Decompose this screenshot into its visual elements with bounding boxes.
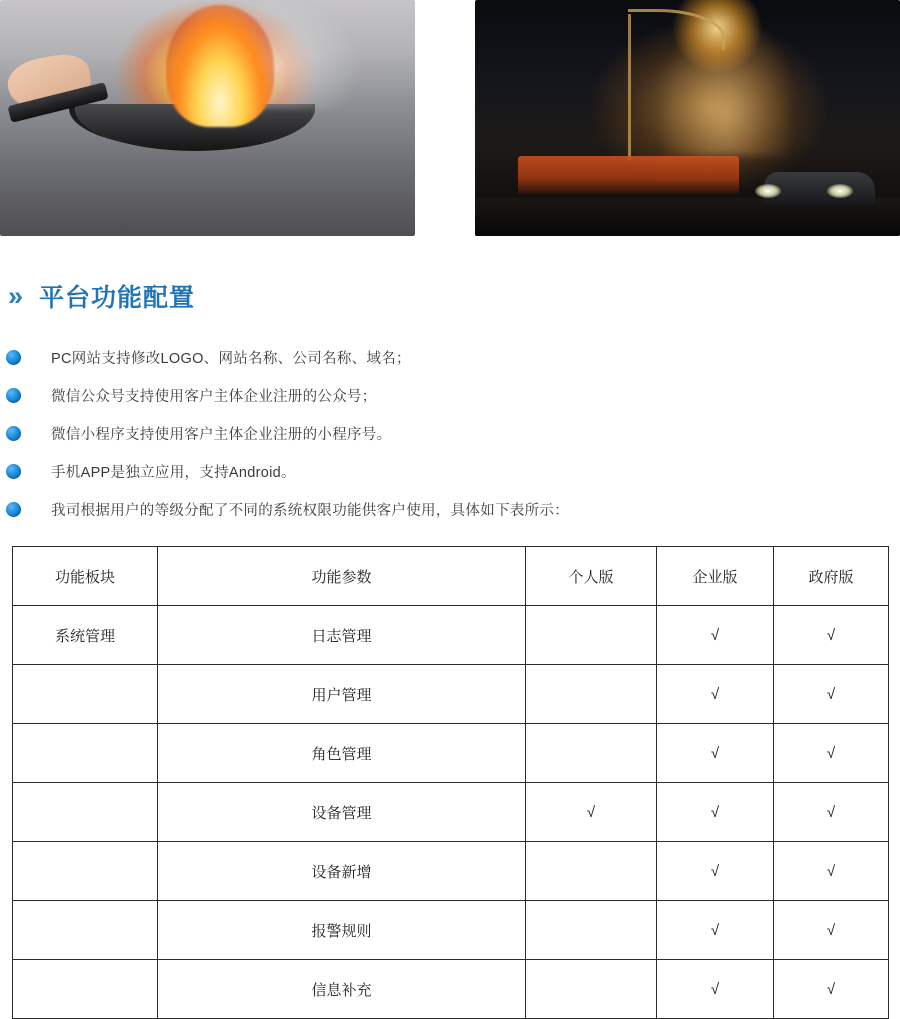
cell-government: √ xyxy=(774,724,889,783)
cell-personal xyxy=(526,842,657,901)
cell-module xyxy=(13,842,158,901)
cell-parameter: 报警规则 xyxy=(158,901,526,960)
cell-parameter: 角色管理 xyxy=(158,724,526,783)
bullet-dot-icon xyxy=(6,388,21,403)
cell-government: √ xyxy=(774,960,889,1019)
cell-module xyxy=(13,783,158,842)
cell-enterprise: √ xyxy=(657,724,774,783)
cell-personal xyxy=(526,901,657,960)
cell-government: √ xyxy=(774,665,889,724)
column-header-parameter: 功能参数 xyxy=(158,547,526,606)
cell-parameter: 设备管理 xyxy=(158,783,526,842)
wok-flame-photo xyxy=(0,0,415,236)
bullet-dot-icon xyxy=(6,350,21,365)
food-stalls-shape xyxy=(518,156,739,194)
cell-parameter: 设备新增 xyxy=(158,842,526,901)
double-chevron-right-icon: » xyxy=(8,280,18,311)
cell-personal xyxy=(526,724,657,783)
night-street-photo xyxy=(475,0,900,236)
list-item xyxy=(0,452,900,490)
table-header-row xyxy=(13,547,889,606)
bullet-dot-icon xyxy=(6,464,21,479)
bullet-dot-icon xyxy=(6,426,21,441)
cell-module xyxy=(13,665,158,724)
list-item-label: 我司根据用户的等级分配了不同的系统权限功能供客户使用，具体如下表所示： xyxy=(51,502,569,519)
list-item xyxy=(0,376,900,414)
column-header-government: 政府版 xyxy=(774,547,889,606)
table-row xyxy=(13,842,889,901)
page-title: 平台功能配置 xyxy=(39,284,196,312)
table-row xyxy=(13,783,889,842)
cell-parameter: 日志管理 xyxy=(158,606,526,665)
image-gallery xyxy=(0,0,900,245)
cell-government: √ xyxy=(774,901,889,960)
list-item-label: PC网站支持修改LOGO、网站名称、公司名称、域名； xyxy=(51,350,411,367)
cell-parameter: 用户管理 xyxy=(158,665,526,724)
cell-personal xyxy=(526,606,657,665)
feature-bullet-list xyxy=(0,338,900,528)
street-lamp-pole xyxy=(628,14,631,160)
section-header xyxy=(8,278,900,314)
feature-permission-table xyxy=(12,546,889,1019)
cell-enterprise: √ xyxy=(657,665,774,724)
cell-module: 系统管理 xyxy=(13,606,158,665)
cell-enterprise: √ xyxy=(657,842,774,901)
cell-module xyxy=(13,901,158,960)
street-smoke-shape xyxy=(662,19,790,156)
cell-personal xyxy=(526,665,657,724)
cell-enterprise: √ xyxy=(657,901,774,960)
list-item-label: 手机APP是独立应用，支持Android。 xyxy=(51,464,296,481)
cell-personal xyxy=(526,960,657,1019)
cell-module xyxy=(13,724,158,783)
cell-government: √ xyxy=(774,783,889,842)
list-item xyxy=(0,414,900,452)
bullet-dot-icon xyxy=(6,502,21,517)
cell-module xyxy=(13,960,158,1019)
table-row xyxy=(13,724,889,783)
table-row xyxy=(13,901,889,960)
cell-government: √ xyxy=(774,842,889,901)
hand-shape xyxy=(4,50,95,116)
list-item-label: 微信小程序支持使用客户主体企业注册的小程序号。 xyxy=(51,426,392,443)
column-header-personal: 个人版 xyxy=(526,547,657,606)
cell-government: √ xyxy=(774,606,889,665)
table-row xyxy=(13,665,889,724)
cell-parameter: 信息补充 xyxy=(158,960,526,1019)
list-item-label: 微信公众号支持使用客户主体企业注册的公众号； xyxy=(51,388,377,405)
table-row xyxy=(13,960,889,1019)
flame-shape xyxy=(166,5,274,128)
column-header-module: 功能板块 xyxy=(13,547,158,606)
list-item xyxy=(0,490,900,528)
cell-enterprise: √ xyxy=(657,960,774,1019)
table-row xyxy=(13,606,889,665)
column-header-enterprise: 企业版 xyxy=(657,547,774,606)
cell-personal: √ xyxy=(526,783,657,842)
list-item xyxy=(0,338,900,376)
cell-enterprise: √ xyxy=(657,606,774,665)
cell-enterprise: √ xyxy=(657,783,774,842)
